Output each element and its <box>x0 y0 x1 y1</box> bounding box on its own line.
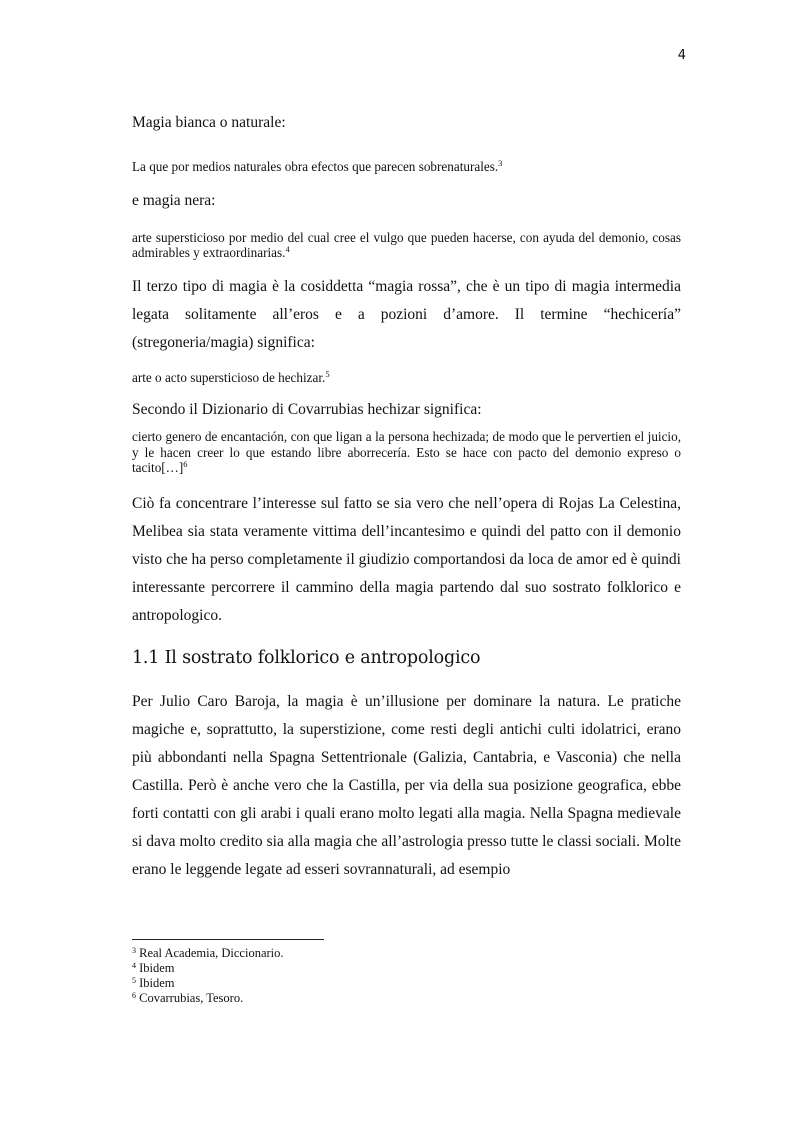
footnote <box>132 961 681 976</box>
footnote-number: 5 <box>132 976 136 985</box>
quote-magia-bianca <box>132 159 681 175</box>
footnote-number: 6 <box>132 991 136 1000</box>
paragraph-magia-rossa: Il terzo tipo di magia è la cosiddetta “magia rossa”, che è un tipo di magia intermedia legata solitamente all’eros e a pozioni d’amore. Il termine “hechicería” (stregoneria/magia) significa: <box>132 277 681 351</box>
footnote-divider <box>132 939 324 940</box>
footnote <box>132 946 681 961</box>
footnote-ref: 4 <box>285 244 290 254</box>
paragraph-caro-baroja: Per Julio Caro Baroja, la magia è un’illusione per dominare la natura. Le pratiche magiche e, soprattutto, la superstizione, come resti degli antichi culti idolatrici, erano più abbondanti nella Spagna Settentrionale (Galizia, Cantabria, e Vasconia) che nella Castilla. Però è anche vero che la Castilla, per via della sua posizione geografica, ebbe forti contatti con gli arabi i quali erano molto legati alla magia. Nella Spagna medievale si dava molto credito sia alla magia che all’astrologia presso tutte le classi sociali. Molte erano le leggende legate ad esseri sovrannaturali, ad esempio <box>132 692 681 878</box>
quote-text: La que por medios naturales obra efectos que parecen sobrenaturales. <box>132 159 499 174</box>
quote-text: arte o acto supersticioso de hechizar. <box>132 369 326 385</box>
footnote-text: Ibidem <box>139 961 175 975</box>
footnote-ref: 3 <box>498 158 503 168</box>
quote-text: cierto genero de encantación, con que ligan a la persona hechizada; de modo que le pervertien el juicio, y le hacen creer lo que estando libre aborrecería. Esto se hace con pacto del demonio expreso o tacito[…] <box>132 429 681 475</box>
main-text <box>132 112 681 884</box>
quote-hechiceria <box>132 370 681 386</box>
footnote-number: 3 <box>132 946 136 955</box>
page-number: 4 <box>677 48 686 63</box>
paragraph-covarrubias: Secondo il Dizionario di Covarrubias hechizar significa: <box>132 401 482 418</box>
footnote <box>132 991 681 1006</box>
footnote-text: Real Academia, Diccionario. <box>139 946 284 960</box>
footnotes <box>132 946 681 1006</box>
footnote-ref: 5 <box>325 368 330 379</box>
quote-magia-nera <box>132 230 681 261</box>
paragraph-magia-bianca: Magia bianca o naturale: <box>132 114 286 131</box>
quote-covarrubias <box>132 429 681 476</box>
section-heading: 1.1 Il sostrato folklorico e antropologico <box>132 647 481 668</box>
footnote-text: Ibidem <box>139 976 175 990</box>
footnote <box>132 976 681 991</box>
quote-text: arte supersticioso por medio del cual cree el vulgo que pueden hacerse, con ayuda del demonio, cosas admirables y extraordinarias. <box>132 229 681 260</box>
paragraph-magia-nera: e magia nera: <box>132 191 216 209</box>
footnote-text: Covarrubias, Tesoro. <box>139 991 244 1005</box>
footnote-ref: 6 <box>183 459 188 469</box>
footnote-number: 4 <box>132 961 136 970</box>
paragraph-celestina: Ciò fa concentrare l’interesse sul fatto se sia vero che nell’opera di Rojas La Celestina, Melibea sia stata veramente vittima dell’incantesimo e quindi del patto con il demonio visto che ha perso completamente il giudizio comportandosi da loca de amor ed è quindi interessante percorrere il cammino della magia partendo dal suo sostrato folklorico e antropologico. <box>132 494 681 624</box>
